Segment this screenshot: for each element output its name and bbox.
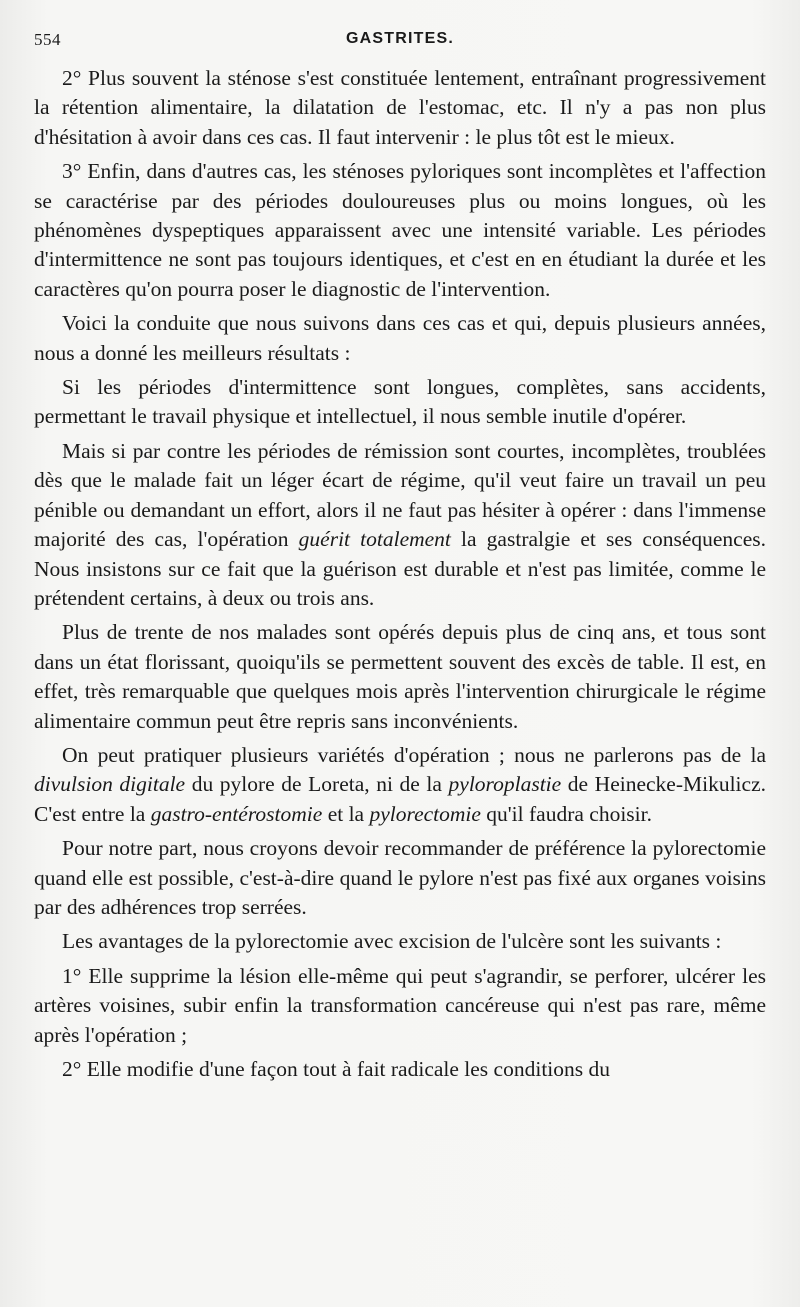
paragraph: [34, 618, 766, 736]
italic-text: pylorectomie: [369, 801, 481, 826]
page-header: [34, 30, 766, 56]
text-run: de Heinecke-Mikulicz. C'est entre la: [34, 772, 766, 826]
paragraph: [34, 157, 766, 304]
paragraph: [34, 64, 766, 152]
paragraph: [34, 834, 766, 922]
text-run: Pour notre part, nous croyons devoir recommander de préférence la pylorectomie quand elle est possible, c'est-à-dire quand le pylore n'est pas fixé aux organes voisins par des adhérences trop serrées.: [34, 836, 766, 919]
paragraph: [34, 373, 766, 432]
body-text: [34, 64, 766, 1089]
text-run: et la: [322, 801, 370, 826]
text-run: 2° Elle modifie d'une façon tout à fait radicale les conditions du: [62, 1057, 611, 1081]
text-run: Mais si par contre les périodes de rémission sont courtes, incomplètes, troublées dès que le malade fait un léger écart de régime, qu'il veut faire un travail un peu pénible ou demandant un effort, alors il ne faut pas hésiter à opérer : dans l'immense majorité des cas, l'opération: [34, 438, 766, 552]
text-run: 1° Elle supprime la lésion elle-même qui peut s'agrandir, se perforer, ulcérer les artères voisines, subir enfin la transformation cancéreuse qui n'est pas rare, même après l'opération ;: [34, 963, 766, 1047]
paragraph: [34, 437, 766, 613]
paragraph: [34, 927, 766, 956]
paragraph: [34, 962, 766, 1050]
text-run: Voici la conduite que nous suivons dans ces cas et qui, depuis plusieurs années, nous a donné les meilleurs résultats :: [34, 311, 766, 365]
paragraph: [34, 741, 766, 829]
paragraph: [34, 1055, 766, 1084]
running-title: GASTRITES.: [345, 30, 454, 47]
italic-text: divulsion digitale: [34, 772, 186, 797]
italic-text: guérit totalement: [298, 527, 451, 552]
text-run: du pylore de Loreta, ni de la: [185, 772, 449, 797]
text-run: 3° Enfin, dans d'autres cas, les sténoses pyloriques sont incomplètes et l'affection se caractérise par des périodes douloureuses plus ou moins longues, où les phénomènes dyspeptiques apparaissent avec une intensité variable. Les périodes d'intermittence ne sont pas toujours identiques, et c'est en en étudiant la durée et les caractères qu'on pourra poser le diagnostic de l'intervention.: [34, 159, 766, 301]
text-run: Les avantages de la pylorectomie avec excision de l'ulcère sont les suivants :: [62, 929, 722, 954]
page-number: 554: [34, 30, 61, 49]
text-run: Plus de trente de nos malades sont opérés depuis plus de cinq ans, et tous sont dans un état florissant, quoiqu'ils se permettent souvent des excès de table. Il est, en effet, très remarquable que quelques mois après l'intervention chirurgicale le régime alimentaire commun peut être repris sans inconvénients.: [34, 620, 766, 733]
paragraph: [34, 309, 766, 368]
text-run: la gastralgie et ses conséquences. Nous insistons sur ce fait que la guérison est durable et n'est pas limitée, comme le prétendent certains, à deux ou trois ans.: [34, 527, 766, 610]
italic-text: gastro-entérostomie: [150, 801, 323, 826]
text-run: qu'il faudra choisir.: [480, 801, 652, 826]
text-run: On peut pratiquer plusieurs variétés d'opération ; nous ne parlerons pas de la: [62, 742, 766, 767]
text-run: Si les périodes d'intermittence sont longues, complètes, sans accidents, permettant le travail physique et intellectuel, il nous semble inutile d'opérer.: [34, 375, 766, 429]
italic-text: pyloroplastie: [448, 772, 562, 797]
text-run: 2° Plus souvent la sténose s'est constituée lentement, entraînant progressivement la rétention alimentaire, la dilatation de l'estomac, etc. Il n'y a pas non plus d'hésitation à avoir dans ces cas. Il faut intervenir : le plus tôt est le mieux.: [34, 66, 766, 149]
